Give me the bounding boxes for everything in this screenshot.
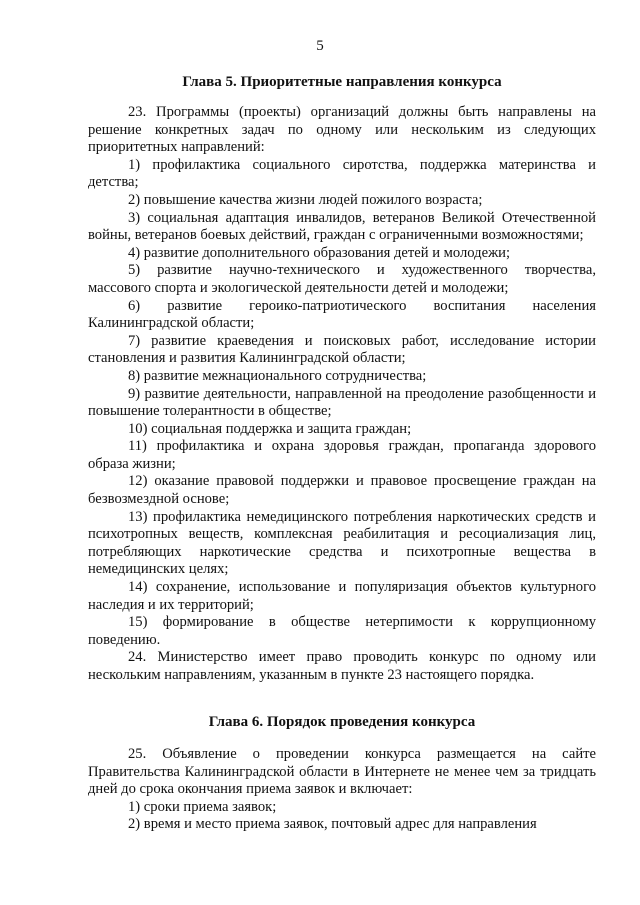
paragraph-25: 25. Объявление о проведении конкурса размещается на сайте Правительства Калининградской области в Интернете не менее чем за тридцать дней до срока окончания приема заявок и включает: <box>88 746 596 798</box>
chapter-6-heading: Глава 6. Порядок проведения конкурса <box>208 714 476 730</box>
priority-item-9: 9) развитие деятельности, направленной на преодоление разобщенности и повышение толерантности в обществе; <box>88 385 596 420</box>
announcement-item-1: 1) сроки приема заявок; <box>128 798 277 815</box>
priority-item-11: 11) профилактика и охрана здоровья граждан, пропаганда здорового образа жизни; <box>88 438 596 472</box>
paragraph-23: 23. Программы (проекты) организаций должны быть направлены на решение конкретных задач по одному или нескольким из следующих приоритетных направлений: <box>88 104 596 156</box>
priority-item-2: 2) повышение качества жизни людей пожилого возраста; <box>128 191 483 208</box>
priority-item-10: 10) социальная поддержка и защита граждан; <box>128 420 412 437</box>
priority-item-13: 13) профилактика немедицинского потребления наркотических средств и психотропных веществ, комплексная реабилитация и ресоциализация лиц, потребляющих наркотические средства и психотропные вещества в немедицинских целях; <box>88 508 596 578</box>
priority-item-5: 5) развитие научно-технического и художественного творчества, массового спорта и экологической деятельности детей и молодежи; <box>88 262 596 296</box>
priority-item-6: 6) развитие героико-патриотического воспитания населения Калининградской области; <box>88 297 596 332</box>
paragraph-24: 24. Министерство имеет право проводить конкурс по одному или нескольким направлениям, указанным в пункте 23 настоящего порядка. <box>88 649 596 683</box>
priority-item-12: 12) оказание правовой поддержки и правовое просвещение граждан на безвозмездной основе; <box>88 473 596 508</box>
priority-item-14: 14) сохранение, использование и популяризация объектов культурного наследия и их территорий; <box>88 579 596 613</box>
priority-item-8: 8) развитие межнационального сотрудничества; <box>128 367 427 384</box>
priority-item-3: 3) социальная адаптация инвалидов, ветеранов Великой Отечественной войны, ветеранов боевых действий, граждан с ограниченными возможностями; <box>88 209 596 244</box>
priority-item-15: 15) формирование в обществе нетерпимости к коррупционному поведению. <box>88 614 596 648</box>
priority-item-7: 7) развитие краеведения и поисковых работ, исследование истории становления и развития Калининградской области; <box>88 332 596 367</box>
priority-item-1: 1) профилактика социального сиротства, поддержка материнства и детства; <box>88 156 596 191</box>
chapter-6-body <box>88 746 596 834</box>
chapter-5-body <box>88 104 596 685</box>
page-number: 5 <box>316 38 324 54</box>
priority-item-4: 4) развитие дополнительного образования детей и молодежи; <box>128 244 511 261</box>
chapter-5-heading: Глава 5. Приоритетные направления конкурса <box>182 74 502 90</box>
announcement-item-2: 2) время и место приема заявок, почтовый адрес для направления <box>128 816 537 833</box>
